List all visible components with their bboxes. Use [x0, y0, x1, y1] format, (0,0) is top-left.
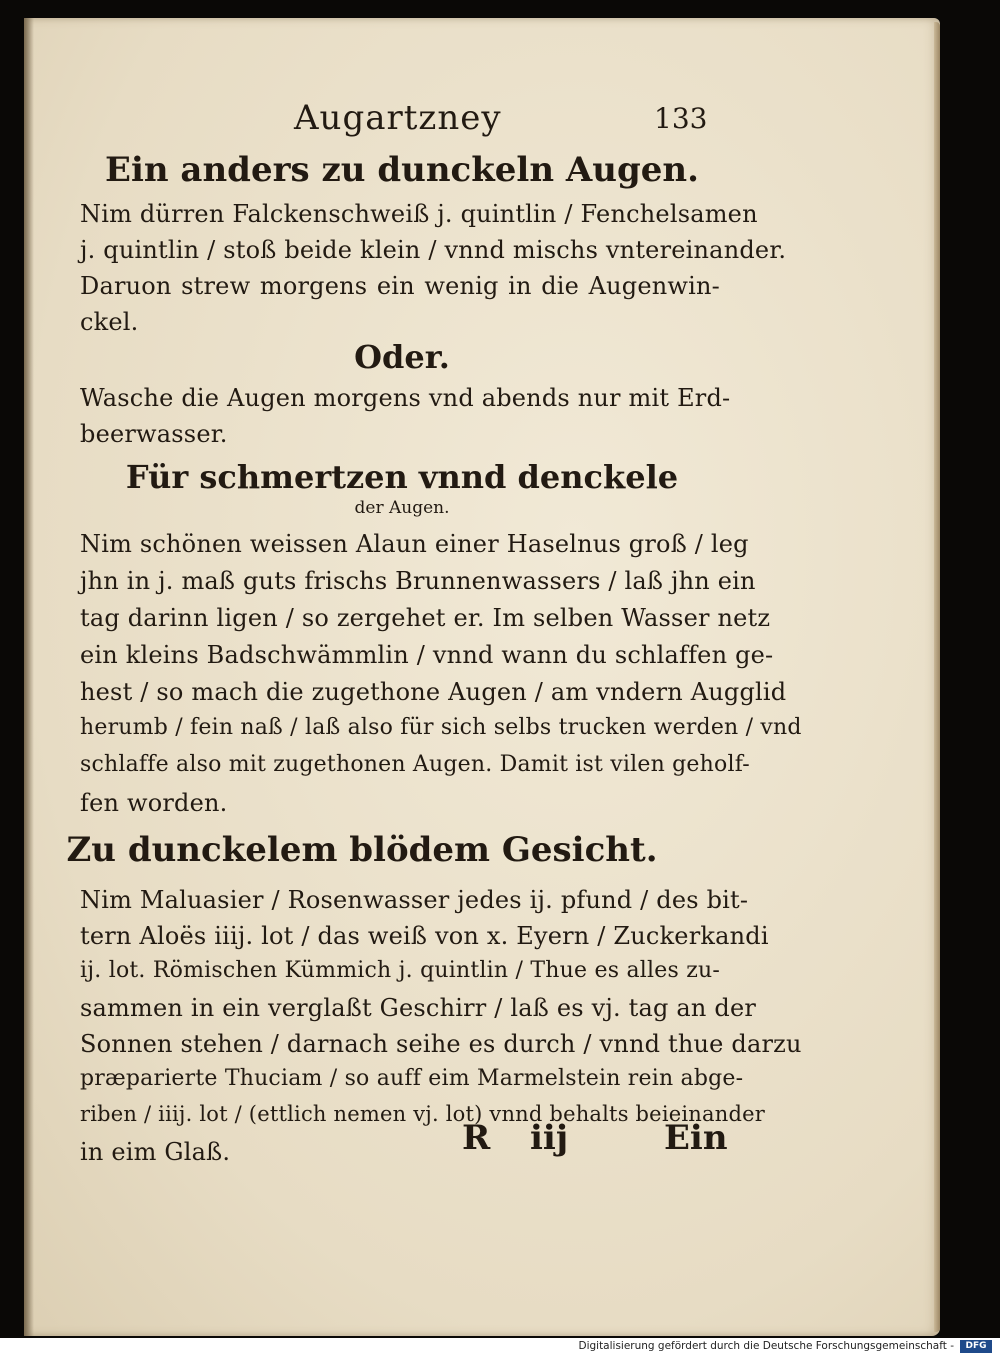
text-line: tern Aloës iiij. lot / das weiß von x. Eyern / Zuckerkandi	[80, 922, 769, 950]
signature-letter: R	[462, 1118, 491, 1158]
text-line: præparierte Thuciam / so auff eim Marmelstein rein abge-	[80, 1066, 744, 1091]
text-line: riben / iiij. lot / (ettlich nemen vj. lot) vnnd behalts beieinander	[80, 1102, 765, 1126]
book-page	[24, 18, 940, 1336]
section-subheading: der Augen.	[354, 498, 450, 518]
text-line: in eim Glaß.	[80, 1138, 231, 1166]
text-line: Sonnen stehen / darnach seihe es durch / vnnd thue darzu	[80, 1030, 802, 1058]
text-line: herumb / fein naß / laß also für sich selbs trucken werden / vnd	[80, 715, 802, 740]
text-line: Wasche die Augen morgens vnd abends nur mit Erd-	[80, 384, 731, 412]
section-heading: Für schmertzen vnnd denckele	[125, 458, 679, 496]
page-number: 133	[654, 102, 708, 135]
text-line: Nim dürren Falckenschweiß j. quintlin / Fenchelsamen	[80, 200, 758, 228]
section-heading: Ein anders zu dunckeln Augen.	[105, 150, 699, 190]
section-heading: Oder.	[354, 338, 450, 376]
text-line: tag darinn ligen / so zergehet er. Im selben Wasser netz	[80, 604, 771, 632]
running-head: Augartzney	[294, 98, 502, 138]
text-line: beerwasser.	[80, 420, 228, 448]
text-line: ij. lot. Römischen Kümmich j. quintlin / Thue es alles zu-	[80, 958, 720, 983]
dfg-credit-text: Digitalisierung gefördert durch die Deutsche Forschungsgemeinschaft -	[578, 1340, 954, 1352]
text-line: jhn in j. maß guts frischs Brunnenwassers / laß jhn ein	[80, 567, 756, 595]
page-edge	[934, 22, 940, 1332]
text-line: Nim schönen weissen Alaun einer Haselnus groß / leg	[80, 530, 749, 558]
text-line: sammen in ein verglaßt Geschirr / laß es vj. tag an der	[80, 994, 757, 1022]
dfg-logo: DFG	[960, 1340, 992, 1353]
text-line: Nim Maluasier / Rosenwasser jedes ij. pfund / des bit-	[80, 886, 749, 914]
catchword: Ein	[664, 1118, 728, 1158]
text-line: j. quintlin / stoß beide klein / vnnd mischs vntereinander.	[80, 236, 787, 264]
text-line: ein kleins Badschwämmlin / vnnd wann du schlaffen ge-	[80, 641, 774, 669]
text-line: ckel.	[80, 308, 139, 336]
section-heading: Zu dunckelem blödem Gesicht.	[66, 830, 658, 870]
text-line: Daruon strew morgens ein wenig in die Augenwin-	[80, 272, 720, 300]
text-line: fen worden.	[80, 789, 228, 817]
signature-number: iij	[530, 1118, 569, 1158]
text-line: schlaffe also mit zugethonen Augen. Damit ist vilen geholf-	[80, 752, 750, 777]
text-line: hest / so mach die zugethone Augen / am vndern Augglid	[80, 678, 787, 706]
page-binding-shadow	[24, 18, 34, 1336]
